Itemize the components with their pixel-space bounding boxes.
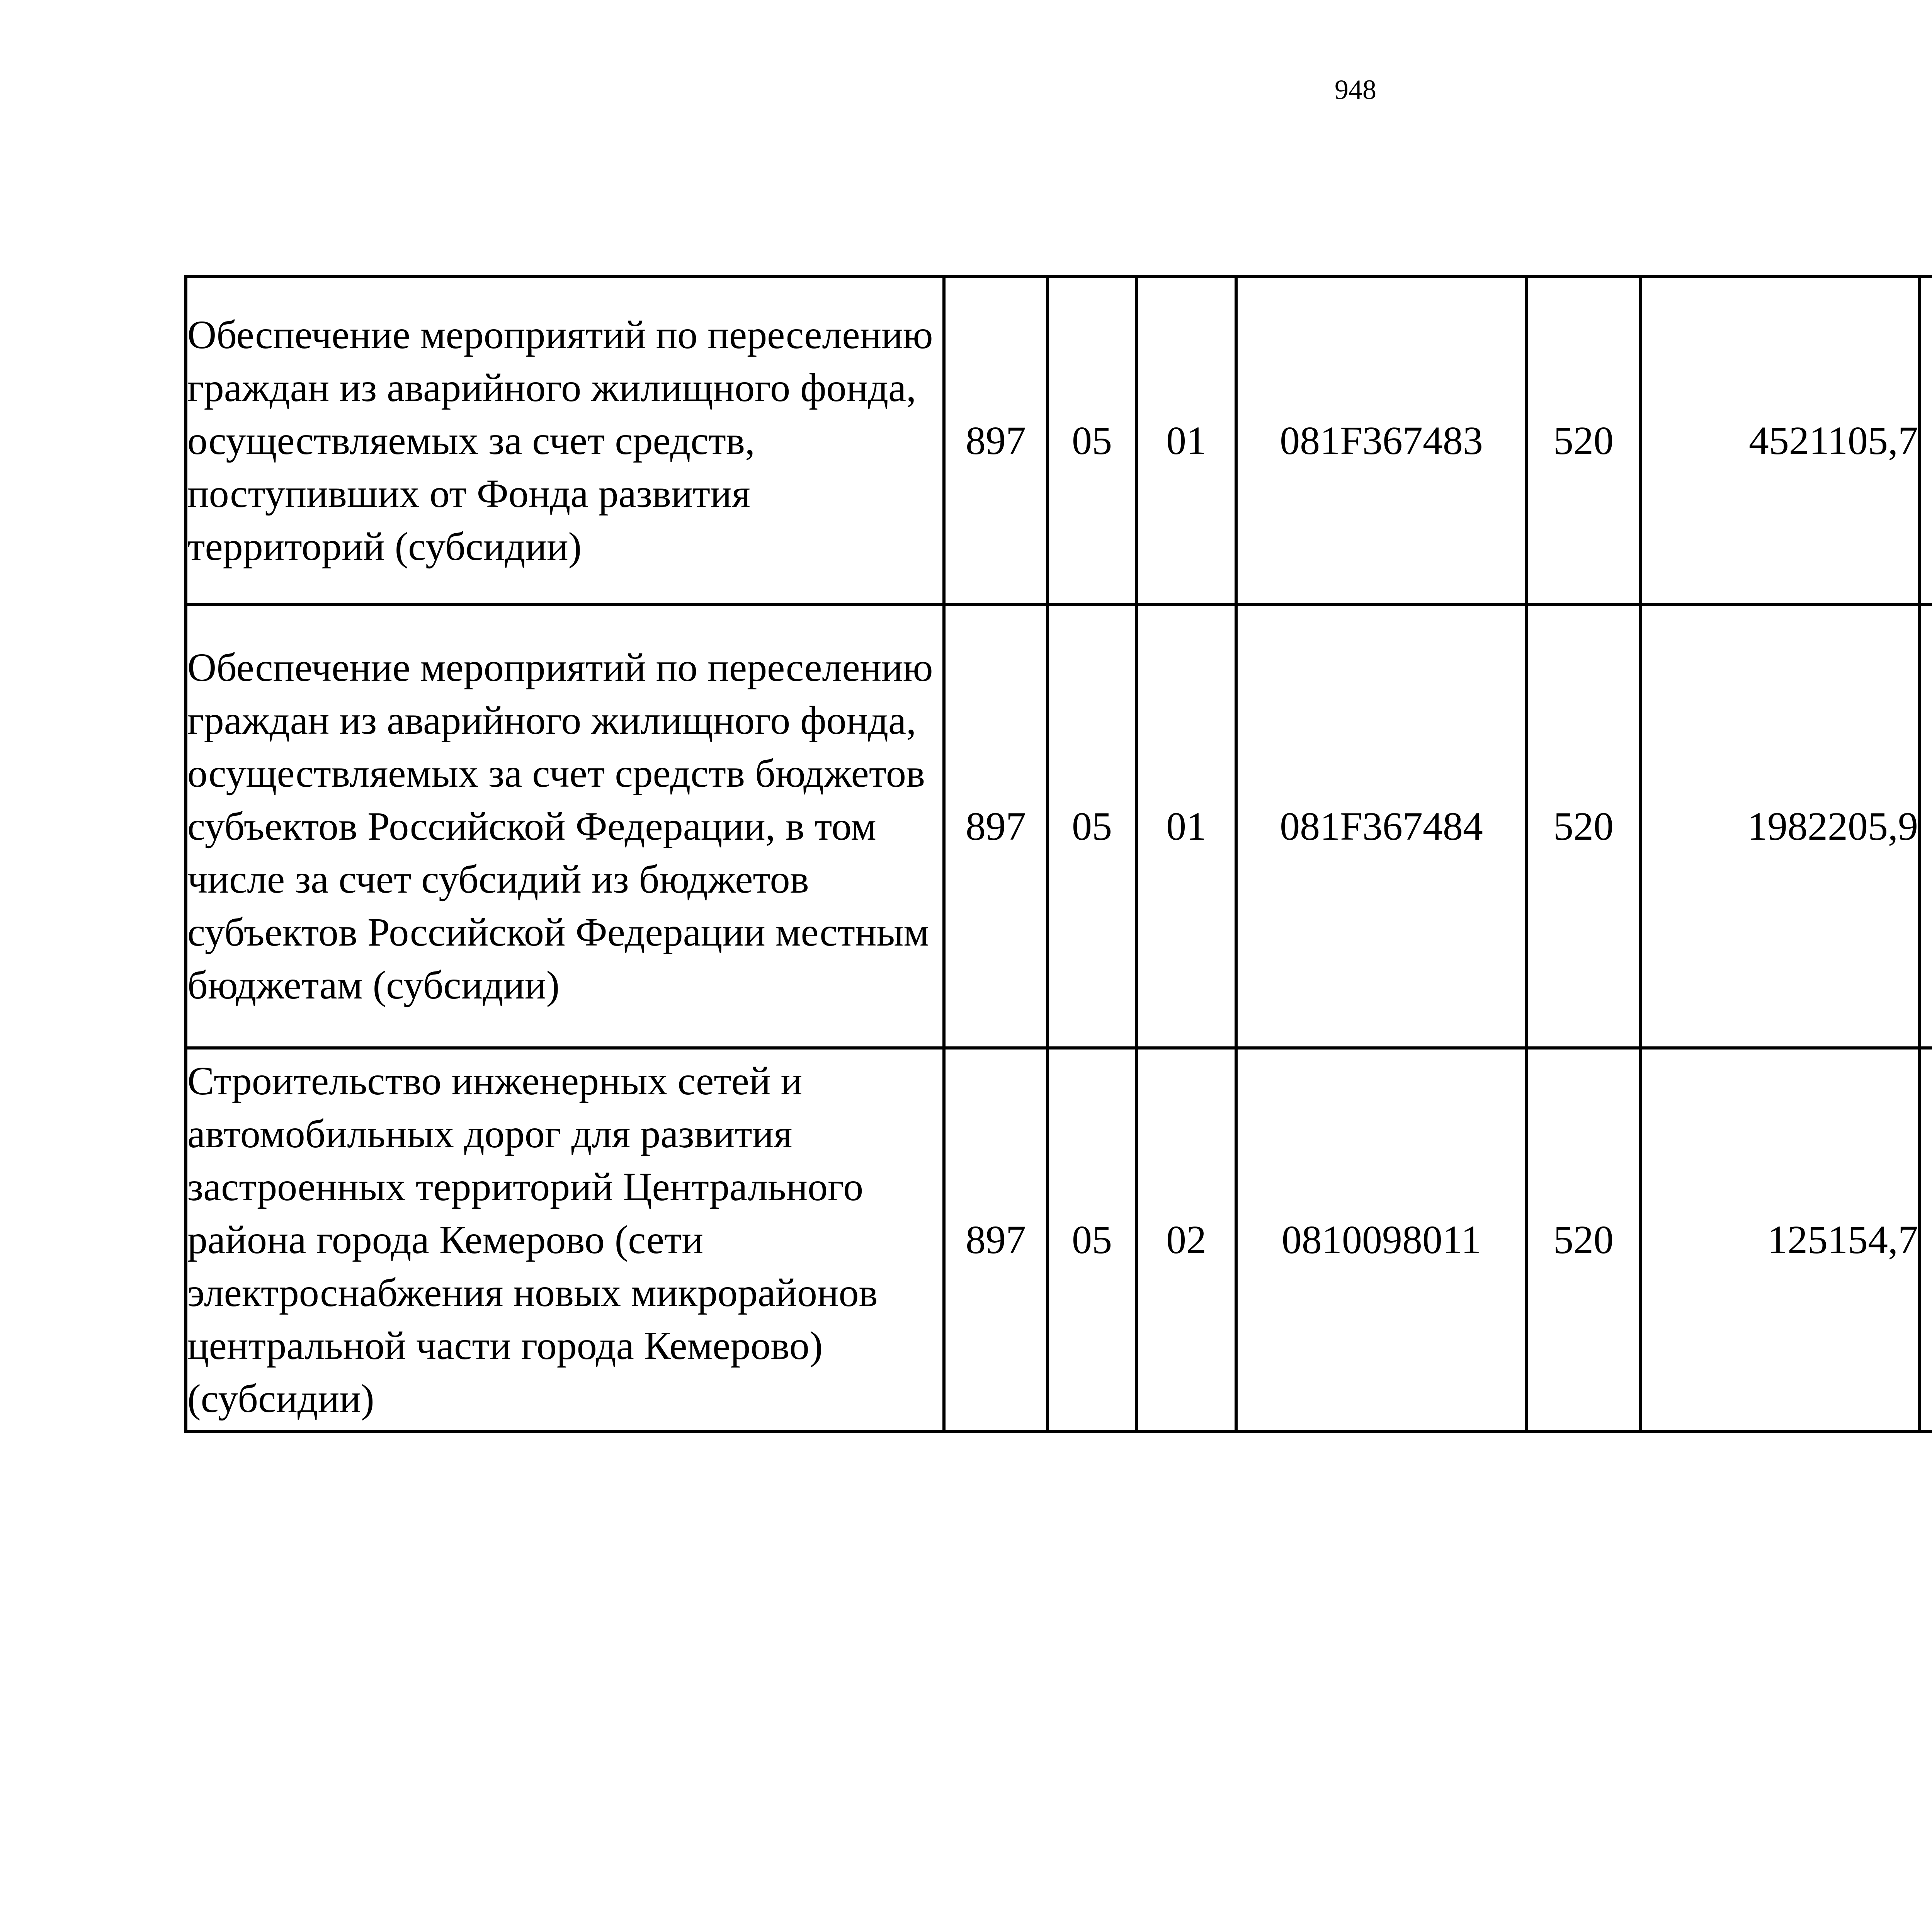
table-row [186, 604, 1932, 1048]
section-code-cell: 05 [1048, 604, 1136, 1048]
expense-type-cell: 520 [1527, 604, 1640, 1048]
amount-2-cell [1920, 1048, 1932, 1432]
expense-name-cell: Строительство инженерных сетей и автомобильных дорог для развития застроенных территорий Центрального района города Кемерово (сети электроснабжения новых микрорайонов центральной части города Кемерово) (субсидии) [186, 1048, 944, 1432]
section-code-cell: 05 [1048, 277, 1136, 604]
target-item-cell: 081F367483 [1236, 277, 1527, 604]
section-code-cell: 05 [1048, 1048, 1136, 1432]
expense-type-cell: 520 [1527, 1048, 1640, 1432]
target-item-cell: 0810098011 [1236, 1048, 1527, 1432]
subsection-code-cell: 01 [1136, 277, 1236, 604]
amount-2-cell [1920, 604, 1932, 1048]
ministry-code-cell: 897 [944, 604, 1048, 1048]
amount-2-cell [1920, 277, 1932, 604]
subsection-code-cell: 02 [1136, 1048, 1236, 1432]
ministry-code-cell: 897 [944, 1048, 1048, 1432]
budget-table [184, 275, 1932, 1433]
expense-name-cell: Обеспечение мероприятий по переселению граждан из аварийного жилищного фонда, осуществляемых за счет средств, поступивших от Фонда развития территорий (субсидии) [186, 277, 944, 604]
table-row [186, 277, 1932, 604]
ministry-code-cell: 897 [944, 277, 1048, 604]
table-row [186, 1048, 1932, 1432]
subsection-code-cell: 01 [1136, 604, 1236, 1048]
expense-name-cell: Обеспечение мероприятий по переселению граждан из аварийного жилищного фонда, осуществляемых за счет средств бюджетов субъектов Российской Федерации, в том числе за счет субсидий из бюджетов субъектов Российской Федерации местным бюджетам (субсидии) [186, 604, 944, 1048]
target-item-cell: 081F367484 [1236, 604, 1527, 1048]
expense-type-cell: 520 [1527, 277, 1640, 604]
page-number: 948 [1335, 74, 1376, 105]
amount-1-cell: 1982205,9 [1640, 604, 1920, 1048]
amount-1-cell: 4521105,7 [1640, 277, 1920, 604]
amount-1-cell: 125154,7 [1640, 1048, 1920, 1432]
